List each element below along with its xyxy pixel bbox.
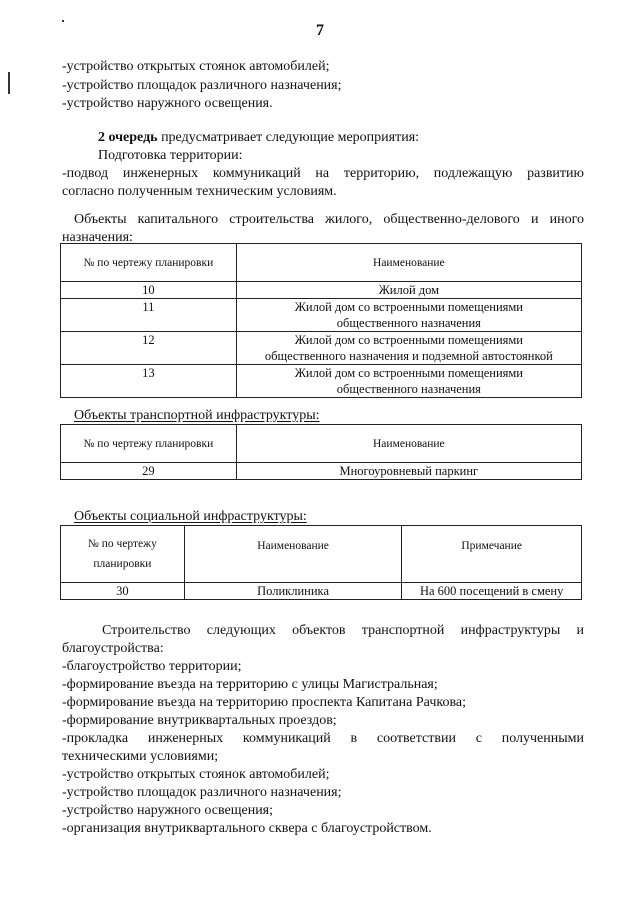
social-heading-line [74, 508, 584, 526]
table-row [61, 583, 582, 600]
social-col-name: Наименование [184, 526, 402, 583]
table-row [61, 299, 582, 332]
capital-row-2-num: 11 [61, 299, 237, 332]
transport-col-name: Наименование [236, 425, 581, 463]
stage2-intro [98, 129, 584, 147]
capital-row-3-name-line2: общественного назначения и подземной автостоянкой [264, 349, 553, 363]
stage2-prep: Подготовка территории: [98, 148, 243, 163]
page-number: 7 [316, 22, 324, 39]
table-row [61, 282, 582, 299]
stage2-line1: -подвод инженерных коммуникаций на территорию, подлежащую развитию [62, 166, 584, 181]
transport-row-name: Многоуровневый паркинг [236, 463, 581, 480]
transport-table-header [61, 425, 582, 463]
capital-row-2-name-line2: общественного назначения [336, 316, 481, 330]
capital-row-4-name-line2: общественного назначения [336, 382, 481, 396]
table-row [61, 463, 582, 480]
social-table [60, 525, 582, 600]
capital-row-3-name-line1: Жилой дом со встроенными помещениями [294, 333, 523, 347]
transport-table [60, 424, 582, 480]
capital-table [60, 243, 582, 398]
transport-heading: Объекты транспортной инфраструктуры: [74, 408, 320, 423]
capital-col-name: Наименование [236, 244, 581, 282]
top-item-1: -устройство открытых стоянок автомобилей; [62, 59, 330, 74]
construction-item-5-line2: техническими условиями; [62, 749, 219, 764]
capital-row-3-num: 12 [61, 332, 237, 365]
capital-row-1-name-line1: Жилой дом [378, 283, 440, 297]
capital-row-1-num: 10 [61, 282, 237, 299]
capital-row-4-name [236, 365, 581, 398]
transport-row-num: 29 [61, 463, 237, 480]
capital-col-num: № по чертежу планировки [61, 244, 237, 282]
scan-mark-left [8, 72, 10, 94]
capital-table-header [61, 244, 582, 282]
top-item-2: -устройство площадок различного назначения; [62, 78, 342, 93]
construction-item-7: -устройство площадок различного назначения; [62, 785, 342, 800]
capital-row-3-name [236, 332, 581, 365]
social-col-num-line1: № по чертежу [87, 538, 157, 550]
capital-heading-line1: Объекты капитального строительства жилого, общественно-делового и иного [74, 212, 584, 227]
capital-row-4-name-line1: Жилой дом со встроенными помещениями [294, 366, 523, 380]
transport-col-num: № по чертежу планировки [61, 425, 237, 463]
stage2-label: 2 очередь [98, 130, 158, 145]
capital-row-2-name-line1: Жилой дом со встроенными помещениями [294, 300, 523, 314]
social-col-num [61, 526, 185, 583]
capital-row-1-name [236, 282, 581, 299]
capital-heading-end: назначения: [62, 230, 133, 245]
table-row [61, 332, 582, 365]
stage2-line2: согласно полученным техническим условиям. [62, 184, 337, 199]
construction-line2: благоустройства: [62, 641, 164, 656]
social-row-name: Поликлиника [184, 583, 402, 600]
construction-item-5-line1: -прокладка инженерных коммуникаций в соответствии с полученными [62, 731, 584, 746]
construction-item-9: -организация внутриквартального сквера с благоустройством. [62, 821, 432, 836]
construction-line1: Строительство следующих объектов транспортной инфраструктуры и [102, 623, 584, 638]
social-heading: Объекты социальной инфраструктуры: [74, 509, 307, 524]
construction-item-8: -устройство наружного освещения; [62, 803, 274, 818]
construction-item-4: -формирование внутриквартальных проездов; [62, 713, 337, 728]
capital-row-4-num: 13 [61, 365, 237, 398]
construction-item-6: -устройство открытых стоянок автомобилей; [62, 767, 330, 782]
social-col-num-line2: планировки [93, 558, 152, 570]
social-row-note: На 600 посещений в смену [402, 583, 582, 600]
social-col-note: Примечание [402, 526, 582, 583]
capital-row-2-name [236, 299, 581, 332]
social-table-header [61, 526, 582, 583]
stage2-text: предусматривает следующие мероприятия: [157, 130, 420, 145]
transport-heading-line [74, 407, 584, 425]
construction-item-2: -формирование въезда на территорию с улицы Магистральная; [62, 677, 438, 692]
construction-item-1: -благоустройство территории; [62, 659, 242, 674]
construction-item-3: -формирование въезда на территорию проспекта Капитана Рачкова; [62, 695, 466, 710]
social-row-num: 30 [61, 583, 185, 600]
table-row [61, 365, 582, 398]
top-item-3: -устройство наружного освещения. [62, 96, 273, 111]
